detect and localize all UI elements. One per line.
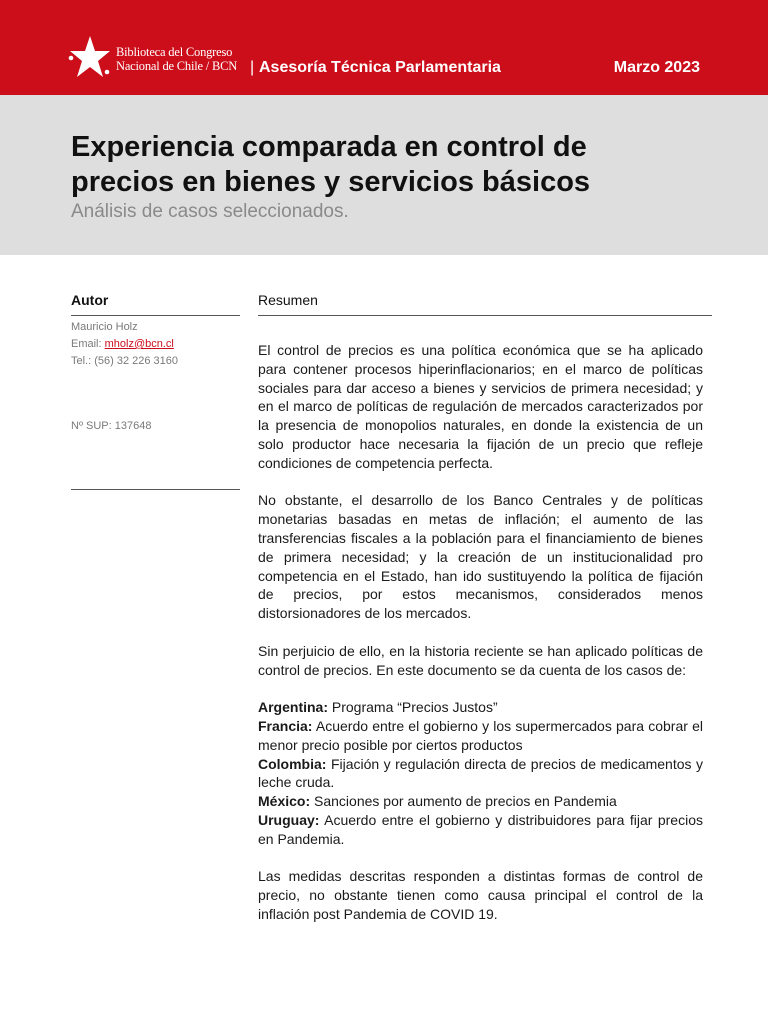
author-info xyxy=(71,319,178,370)
resumen-paragraph-1: El control de precios es una política económica que se ha aplicado para contener procesos hiperinflacionarios; en el marco de políticas sociales para dar acceso a bienes y servicios de primera necesidad; y en el marco de políticas de regulación de mercados caracterizados por la presencia de monopolios naturales, en donde la existencia de un solo productor hace necesaria la fijación de un precio que refleje condiciones de competencia perfecta. xyxy=(258,342,703,471)
case-text: Acuerdo entre el gobierno y distribuidores para fijar precios en Pandemia. xyxy=(258,811,703,847)
case-country: Francia: xyxy=(258,717,313,734)
sup-number: Nº SUP: 137648 xyxy=(71,420,152,432)
case-item xyxy=(258,717,703,755)
case-item xyxy=(258,698,703,717)
author-divider xyxy=(71,315,240,316)
bcn-star-logo-icon xyxy=(66,34,112,80)
header-bar xyxy=(0,0,768,95)
header-date: Marzo 2023 xyxy=(613,59,700,76)
resumen-body xyxy=(258,341,703,943)
resumen-heading: Resumen xyxy=(258,292,318,308)
author-bottom-divider xyxy=(71,489,240,490)
case-country: México: xyxy=(258,793,311,810)
case-country: Argentina: xyxy=(258,699,328,716)
logo-line-1: Biblioteca del Congreso xyxy=(116,45,233,59)
resumen-paragraph-4: Las medidas descritas responden a distintas formas de control de precio, no obstante tienen como causa principal el control de la inflación post Pandemia de COVID 19. xyxy=(258,868,703,922)
author-heading: Autor xyxy=(71,292,109,308)
document-subtitle: Análisis de casos seleccionados. xyxy=(71,201,349,222)
author-email-label: Email: xyxy=(71,338,105,350)
case-item xyxy=(258,792,703,811)
logo-text xyxy=(116,46,237,73)
resumen-paragraph-3: Sin perjuicio de ello, en la historia reciente se han aplicado políticas de control de precios. En este documento se da cuenta de los casos de: xyxy=(258,642,703,678)
case-text: Sanciones por aumento de precios en Pandemia xyxy=(310,793,617,810)
resumen-paragraph-2: No obstante, el desarrollo de los Banco Centrales y de políticas monetarias basadas en metas de inflación; el aumento de las transferencias fiscales a la población para el financiamiento de bienes de primera necesidad; y la creación de un institucionalidad pro competencia en el Estado, han ido sustituyendo la política de fijación de precios, por estos mecanismos, considerados menos distorsionadores de los mercados. xyxy=(258,492,703,622)
header-unit: Asesoría Técnica Parlamentaria xyxy=(259,59,501,76)
author-email-row xyxy=(71,336,178,353)
resumen-divider xyxy=(258,315,712,316)
header-separator: | xyxy=(250,59,255,76)
case-item xyxy=(258,755,703,793)
case-text: Programa “Precios Justos” xyxy=(328,699,498,716)
case-item xyxy=(258,811,703,849)
author-email-link[interactable]: mholz@bcn.cl xyxy=(104,338,174,350)
author-name: Mauricio Holz xyxy=(71,321,138,333)
case-text: Fijación y regulación directa de precios de medicamentos y leche cruda. xyxy=(258,755,703,791)
logo-line-2: Nacional de Chile / BCN xyxy=(116,58,238,73)
document-title: Experiencia comparada en control de precios en bienes y servicios básicos xyxy=(71,131,591,198)
case-text: Acuerdo entre el gobierno y los supermercados para cobrar el menor precio posible por ciertos productos xyxy=(258,717,703,753)
cases-list xyxy=(258,698,703,848)
case-country: Colombia: xyxy=(258,755,327,772)
case-country: Uruguay: xyxy=(258,811,320,828)
author-phone: Tel.: (56) 32 226 3160 xyxy=(71,355,179,367)
